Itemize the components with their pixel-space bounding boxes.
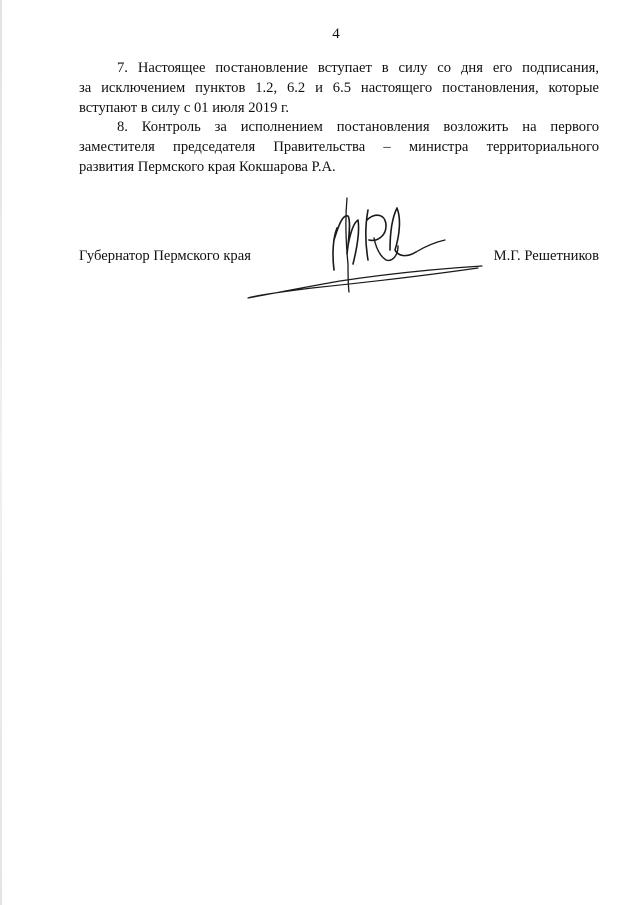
paragraph-8-line: развития Пермского края Кокшарова Р.А.	[79, 159, 336, 175]
paragraph-7-line: 7. Настоящее постановление вступает в силу со дня его подписания,	[117, 60, 599, 76]
paragraph-8	[79, 117, 599, 177]
handwritten-signature	[240, 180, 490, 310]
signatory-name: М.Г. Решетников	[493, 248, 599, 264]
paragraph-7-line: вступают в силу с 01 июля 2019 г.	[79, 100, 290, 116]
paragraph-8-line: 8. Контроль за исполнением постановления возложить на первого	[117, 119, 599, 135]
paragraph-7-line: за исключением пунктов 1.2, 6.2 и 6.5 настоящего постановления, которые	[79, 80, 599, 96]
signatory-title: Губернатор Пермского края	[79, 248, 251, 264]
page-number: 4	[332, 26, 340, 42]
paragraph-7	[79, 58, 599, 118]
paragraph-8-line: заместителя председателя Правительства – министра территориального	[79, 139, 599, 155]
scan-edge	[0, 0, 2, 905]
